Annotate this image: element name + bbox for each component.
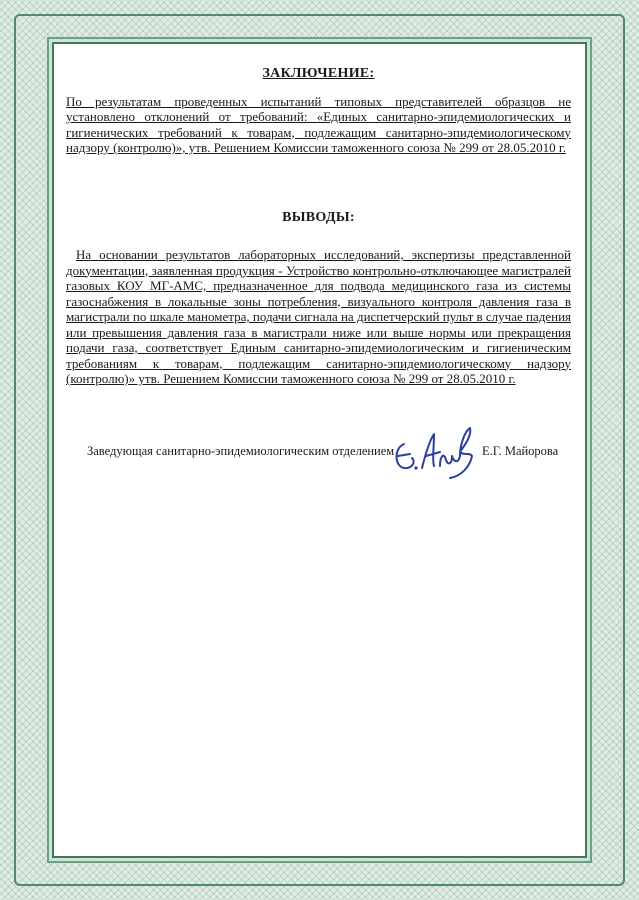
signatory-name: Е.Г. Майорова [482,444,559,458]
signatory-position: Заведующая санитарно-эпидемиологическим отделением [87,444,395,458]
conclusion-heading: ЗАКЛЮЧЕНИЕ: [262,66,375,81]
conclusion-text: По результатам проведенных испытаний типовых представителей образцов не установлено отклонений от требований: «Единых санитарно-эпидемиологических и гигиенических требований к товарам, подлежащим санитарно-эпидемиологическому надзору (контролю)», утв. Решением Комиссии таможенного союза № 299 от 28.05.2010 г. [66,93,571,155]
findings-heading: ВЫВОДЫ: [282,209,355,225]
findings-text: На основании результатов лабораторных исследований, экспертизы представленной документации, заявленная продукция - Устройство контрольно-отключающее магистралей газовых КОУ МГ-АМС, предназначенное для подвода медицинского газа из системы газоснабжения в локальные зоны потребления, визуального контроля давления газа в магистрали по шкале манометра, подачи сигнала на диспетчерский пульт в случае падения или превышения давления газа в магистрали ниже или выше нормы или прекращения подачи газа, соответствует Единым санитарно-эпидемиологическим и гигиеническим требованиям к товарам, подлежащим санитарно-эпидемиологическому надзору (контролю)» утв. Решением Комиссии таможенного союза № 299 от 28.05.2010 г. [66,247,571,386]
signature-block [87,430,567,480]
document-content [66,66,571,387]
handwritten-signature [390,422,484,482]
